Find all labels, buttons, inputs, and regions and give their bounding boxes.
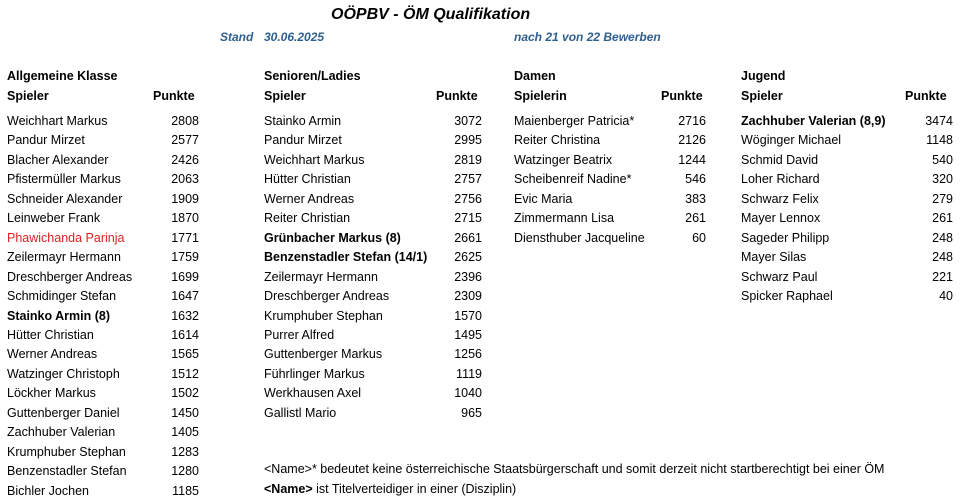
footnote-star (264, 462, 884, 476)
player-points: 3072 (454, 114, 482, 128)
player-name: Krumphuber Stephan (7, 444, 126, 459)
player-name: Schneider Alexander (7, 191, 123, 206)
player-points: 261 (932, 211, 953, 226)
player-name: Weichhart Markus (7, 114, 108, 128)
player-name: Watzinger Christoph (7, 366, 120, 381)
stand-label: Stand (220, 30, 254, 44)
footnote-star-text: bedeutet keine österreichische Staatsbürgerschaft und somit derzeit nicht startberechtigt bei einer ÖM (320, 462, 885, 476)
player-name: Schwarz Paul (741, 269, 818, 284)
player-name: Pandur Mirzet (264, 133, 342, 148)
player-points: 2756 (454, 191, 482, 206)
player-points: 1632 (171, 308, 199, 323)
player-points: 965 (461, 405, 482, 420)
player-name: Führlinger Markus (264, 366, 365, 381)
player-points: 1870 (171, 211, 199, 226)
player-name: Zachhuber Valerian (7, 425, 116, 440)
header-player-jugend: Spieler (741, 89, 783, 103)
player-name: Bichler Jochen (7, 483, 89, 498)
player-points: 1280 (171, 464, 199, 479)
player-name: Watzinger Beatrix (514, 152, 613, 167)
header-player-senioren: Spieler (264, 89, 306, 103)
player-points: 1405 (171, 425, 199, 440)
header-points-allgemein: Punkte (153, 89, 195, 103)
player-name: Weichhart Markus (264, 152, 365, 167)
player-name: Zeilermayr Hermann (7, 250, 121, 265)
player-name: Guttenberger Daniel (7, 405, 120, 420)
player-name: Gallistl Mario (264, 405, 337, 420)
player-name: Evic Maria (514, 191, 573, 206)
player-points: 1570 (454, 308, 482, 323)
player-name: Schmid David (741, 152, 819, 167)
player-points: 1502 (171, 386, 199, 401)
player-name: Reiter Christina (514, 133, 601, 148)
player-points: 546 (685, 172, 706, 187)
player-points: 261 (685, 211, 706, 226)
player-points: 1771 (171, 230, 199, 245)
progress-note: nach 21 von 22 Bewerben (514, 30, 661, 44)
player-name: Werner Andreas (7, 347, 98, 362)
player-points: 2715 (454, 211, 482, 226)
player-points: 279 (932, 191, 953, 206)
player-name: Hütter Christian (264, 172, 351, 187)
player-name: Reiter Christian (264, 211, 351, 226)
section-title-jugend: Jugend (741, 69, 786, 83)
player-points: 1148 (926, 133, 953, 148)
player-name: Dreschberger Andreas (264, 289, 390, 304)
player-points: 2396 (454, 269, 482, 284)
player-name: Wöginger Michael (741, 133, 842, 148)
player-name: Schwarz Felix (741, 191, 819, 206)
player-points: 2808 (171, 114, 199, 128)
player-name: Dreschberger Andreas (7, 269, 133, 284)
player-name: Werkhausen Axel (264, 386, 362, 401)
player-name: Scheibenreif Nadine* (514, 172, 632, 187)
player-points: 1450 (171, 405, 199, 420)
player-points: 2126 (678, 133, 706, 148)
header-points-damen: Punkte (661, 89, 703, 103)
footnote-bold (264, 482, 516, 496)
footnote-bold-text: ist Titelverteidiger in einer (Disziplin) (312, 482, 517, 496)
player-name: Leinweber Frank (7, 211, 101, 226)
player-points: 40 (939, 289, 953, 304)
player-points: 248 (932, 250, 953, 265)
player-points: 540 (932, 152, 953, 167)
player-points: 383 (685, 191, 706, 206)
player-points: 1256 (454, 347, 482, 362)
player-name: Zachhuber Valerian (8,9) (741, 114, 886, 128)
player-points: 1040 (454, 386, 482, 401)
player-name: Benzenstadler Stefan (7, 464, 127, 479)
player-points: 3474 (925, 114, 953, 128)
player-points: 1495 (454, 327, 482, 342)
player-name: Benzenstadler Stefan (14/1) (264, 250, 428, 265)
player-points: 2661 (454, 230, 482, 245)
player-points: 1759 (171, 250, 199, 265)
player-name: Mayer Lennox (741, 211, 821, 226)
player-points: 2309 (454, 289, 482, 304)
player-name: Pandur Mirzet (7, 133, 85, 148)
player-points: 1119 (456, 366, 482, 381)
header-player-allgemein: Spieler (7, 89, 49, 103)
player-points: 1699 (171, 269, 199, 284)
player-name: Pfistermüller Markus (7, 172, 121, 187)
player-name: Schmidinger Stefan (7, 289, 117, 304)
header-points-senioren: Punkte (436, 89, 478, 103)
player-name: Zeilermayr Hermann (264, 269, 378, 284)
player-points: 320 (932, 172, 953, 187)
player-points: 1283 (171, 444, 199, 459)
player-points: 1614 (171, 327, 199, 342)
player-name: Diensthuber Jacqueline (514, 230, 645, 245)
player-name: Hütter Christian (7, 327, 94, 342)
player-name: Sageder Philipp (741, 230, 830, 245)
player-name: Loher Richard (741, 172, 820, 187)
player-points: 1512 (171, 366, 199, 381)
player-points: 2995 (454, 133, 482, 148)
player-name: Krumphuber Stephan (264, 308, 383, 323)
footnote-bold-prefix: <Name> (264, 482, 313, 496)
player-points: 1647 (171, 289, 199, 304)
section-title-senioren: Senioren/Ladies (264, 69, 361, 83)
player-points: 2577 (171, 133, 199, 148)
player-points: 2063 (171, 172, 199, 187)
player-points: 1909 (171, 191, 199, 206)
player-name: Grünbacher Markus (8) (264, 230, 401, 245)
footnote-star-prefix: <Name>* (264, 462, 321, 476)
player-points: 2625 (454, 250, 482, 265)
section-title-damen: Damen (514, 69, 556, 83)
player-points: 248 (932, 230, 953, 245)
header-points-jugend: Punkte (905, 89, 947, 103)
player-points: 2716 (678, 114, 706, 128)
player-name: Maienberger Patricia* (514, 114, 635, 128)
player-points: 60 (692, 230, 706, 245)
section-title-allgemein: Allgemeine Klasse (7, 69, 118, 83)
player-points: 2757 (454, 172, 482, 187)
player-name: Phawichanda Parinja (7, 230, 125, 245)
player-name: Zimmermann Lisa (514, 211, 615, 226)
page-title: OÖPBV - ÖM Qualifikation (331, 6, 531, 23)
player-points: 2426 (171, 152, 199, 167)
player-points: 221 (932, 269, 953, 284)
player-name: Guttenberger Markus (264, 347, 383, 362)
stand-date: 30.06.2025 (264, 30, 325, 44)
player-name: Mayer Silas (741, 250, 807, 265)
player-points: 1185 (172, 483, 199, 498)
player-name: Stainko Armin (8) (7, 308, 111, 323)
player-points: 2819 (454, 152, 482, 167)
header-player-damen: Spielerin (514, 89, 567, 103)
player-points: 1244 (678, 152, 706, 167)
player-name: Stainko Armin (264, 114, 342, 128)
player-name: Blacher Alexander (7, 152, 109, 167)
player-name: Spicker Raphael (741, 289, 833, 304)
player-points: 1565 (171, 347, 199, 362)
player-name: Purrer Alfred (264, 327, 335, 342)
player-name: Werner Andreas (264, 191, 355, 206)
player-name: Löckher Markus (7, 386, 96, 401)
